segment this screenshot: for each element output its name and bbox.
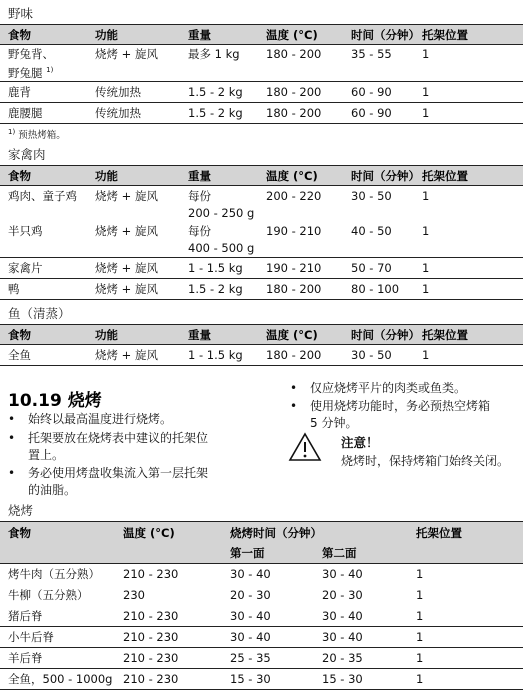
list-item: • 使用烧烤功能时，务必预热空烤箱 5 分钟。 [290,399,491,430]
game-section-title: 野味 [8,6,34,21]
poultry-table-top-rule [0,165,523,166]
grill-col-food: 食物 [8,526,31,540]
cell-side2: 20 - 35 [322,651,363,665]
cell-weight: 1.5 - 2 kg [188,106,243,120]
cell-shelf: 1 [422,189,430,203]
cell-shelf: 1 [422,282,430,296]
row-rule [0,365,523,366]
cell-side1: 20 - 30 [230,588,271,602]
cell-side2: 30 - 40 [322,609,363,623]
grill-col-side1: 第一面 [230,546,265,560]
game-header-rule [0,44,523,45]
cell-weight-line2: 200 - 250 g [188,206,255,220]
grill-table-top-rule [0,521,523,522]
cell-shelf: 1 [422,47,430,61]
cell-side1: 15 - 30 [230,672,271,686]
fish-col-time: 时间（分钟） [351,328,420,342]
cell-shelf: 1 [422,106,430,120]
cell-food: 小牛后脊 [8,630,54,644]
cell-function: 烧烤 + 旋风 [95,47,158,61]
cell-side2: 30 - 40 [322,630,363,644]
cell-food-line2: 野兔腿 $^{1)}$ [8,65,54,80]
cell-shelf: 1 [422,261,430,275]
cell-shelf: 1 [416,567,424,581]
cell-function: 烧烤 + 旋风 [95,189,158,203]
row-rule [0,626,523,627]
game-col-function: 功能 [95,28,118,42]
cell-temp: 210 - 230 [123,672,179,686]
cell-side2: 20 - 30 [322,588,363,602]
cell-temp: 210 - 230 [123,567,179,581]
cell-temp: 210 - 230 [123,630,179,644]
cell-temp: 180 - 200 [266,348,322,362]
game-col-time: 时间（分钟） [351,28,420,42]
list-item: • 托架要放在烧烤表中建议的托架位 置上。 [8,431,209,462]
game-col-weight: 重量 [188,28,211,42]
row-rule [0,278,523,279]
list-item: • 仅应烧烤平片的肉类或鱼类。 [290,381,467,395]
grill-header-rule [0,563,523,564]
cell-time: 60 - 90 [351,85,392,99]
cell-function: 传统加热 [95,106,141,120]
row-rule [0,81,523,82]
cell-temp: 180 - 200 [266,106,322,120]
poultry-col-weight: 重量 [188,169,211,183]
cell-shelf: 1 [422,224,430,238]
cell-temp: 230 [123,588,145,602]
cell-food: 烤牛肉（五分熟） [8,567,100,581]
cell-temp: 180 - 200 [266,282,322,296]
cell-food: 半只鸡 [8,224,43,238]
row-rule [0,299,523,300]
fish-header-rule [0,344,523,345]
grill-col-time: 烧烤时间（分钟） [230,526,322,540]
list-item: • 始终以最高温度进行烧烤。 [8,412,173,426]
cell-time: 30 - 50 [351,189,392,203]
row-rule [0,668,523,669]
cell-shelf: 1 [422,85,430,99]
row-rule [0,123,523,124]
fish-col-function: 功能 [95,328,118,342]
cell-food: 猪后脊 [8,609,43,623]
caution-text: 烧烤时，保持烤箱门始终关闭。 [341,454,510,468]
cell-temp: 180 - 200 [266,85,322,99]
cell-shelf: 1 [416,609,424,623]
cell-shelf: 1 [422,348,430,362]
cell-function: 烧烤 + 旋风 [95,282,158,296]
row-rule [0,102,523,103]
cell-temp: 210 - 230 [123,651,179,665]
cell-food: 牛柳（五分熟） [8,588,89,602]
cell-food: 羊后脊 [8,651,43,665]
cell-function: 烧烤 + 旋风 [95,224,158,238]
grill-col-side2: 第二面 [322,546,357,560]
cell-food: 鹿腰腿 [8,106,43,120]
poultry-col-food: 食物 [8,169,31,183]
cell-time: 40 - 50 [351,224,392,238]
cell-function: 烧烤 + 旋风 [95,261,158,275]
grill-col-shelf: 托架位置 [416,526,462,540]
cell-weight: 1 - 1.5 kg [188,261,243,275]
cell-weight: 最多 1 kg [188,47,240,61]
poultry-section-title: 家禽肉 [8,147,46,162]
game-table-top-rule [0,24,523,25]
row-rule [0,647,523,648]
game-col-shelf: 托架位置 [422,28,468,42]
cell-time: 35 - 55 [351,47,392,61]
poultry-col-shelf: 托架位置 [422,169,468,183]
footnote-ref: 1) [46,66,54,74]
fish-col-temp: 温度 (°C) [266,328,318,342]
fish-section-title: 鱼（清蒸） [8,306,71,321]
fish-col-weight: 重量 [188,328,211,342]
cell-time: 60 - 90 [351,106,392,120]
row-rule [0,689,523,690]
cell-temp: 210 - 230 [123,609,179,623]
poultry-col-time: 时间（分钟） [351,169,420,183]
row-rule [0,257,523,258]
cell-function: 烧烤 + 旋风 [95,348,158,362]
cell-weight: 1.5 - 2 kg [188,282,243,296]
cell-side1: 25 - 35 [230,651,271,665]
poultry-header-rule [0,185,523,186]
cell-temp: 190 - 210 [266,261,322,275]
cell-weight: 每份 [188,189,211,203]
cell-time: 80 - 100 [351,282,400,296]
grill-col-temp: 温度 (°C) [123,526,175,540]
fish-table-top-rule [0,324,523,325]
cell-shelf: 1 [416,651,424,665]
cell-side1: 30 - 40 [230,567,271,581]
cell-side2: 30 - 40 [322,567,363,581]
cell-side1: 30 - 40 [230,630,271,644]
cell-weight: 每份 [188,224,211,238]
cell-food: 鸭 [8,282,20,296]
poultry-col-function: 功能 [95,169,118,183]
cell-temp: 190 - 210 [266,224,322,238]
cell-weight: 1.5 - 2 kg [188,85,243,99]
cell-food: 家禽片 [8,261,43,275]
cell-food: 鸡肉、童子鸡 [8,189,77,203]
cell-time: 30 - 50 [351,348,392,362]
cell-shelf: 1 [416,672,424,686]
cell-temp: 180 - 200 [266,47,322,61]
cell-food: 全鱼 [8,348,31,362]
caution-title: 注意！ [341,435,379,450]
grill-section-title: 烧烤 [8,503,34,518]
cell-time: 50 - 70 [351,261,392,275]
game-col-temp: 温度 (°C) [266,28,318,42]
cell-weight-line2: 400 - 500 g [188,241,255,255]
fish-col-food: 食物 [8,328,31,342]
cell-weight: 1 - 1.5 kg [188,348,243,362]
cell-food: 鹿背 [8,85,31,99]
section-heading: 10.19 烧烤 [8,391,102,411]
cell-temp: 200 - 220 [266,189,322,203]
cell-side1: 30 - 40 [230,609,271,623]
footnote: $^{1)}$ 预热烤箱。 [8,127,66,141]
cell-function: 传统加热 [95,85,141,99]
game-col-food: 食物 [8,28,31,42]
fish-col-shelf: 托架位置 [422,328,468,342]
list-item: • 务必使用烤盘收集流入第一层托架 的油脂。 [8,466,209,497]
poultry-col-temp: 温度 (°C) [266,169,318,183]
cell-shelf: 1 [416,588,424,602]
cell-side2: 15 - 30 [322,672,363,686]
cell-food: 全鱼，500 - 1000g [8,672,113,686]
cell-food: 野兔背、 [8,47,54,61]
cell-shelf: 1 [416,630,424,644]
warning-triangle-icon [288,432,322,462]
